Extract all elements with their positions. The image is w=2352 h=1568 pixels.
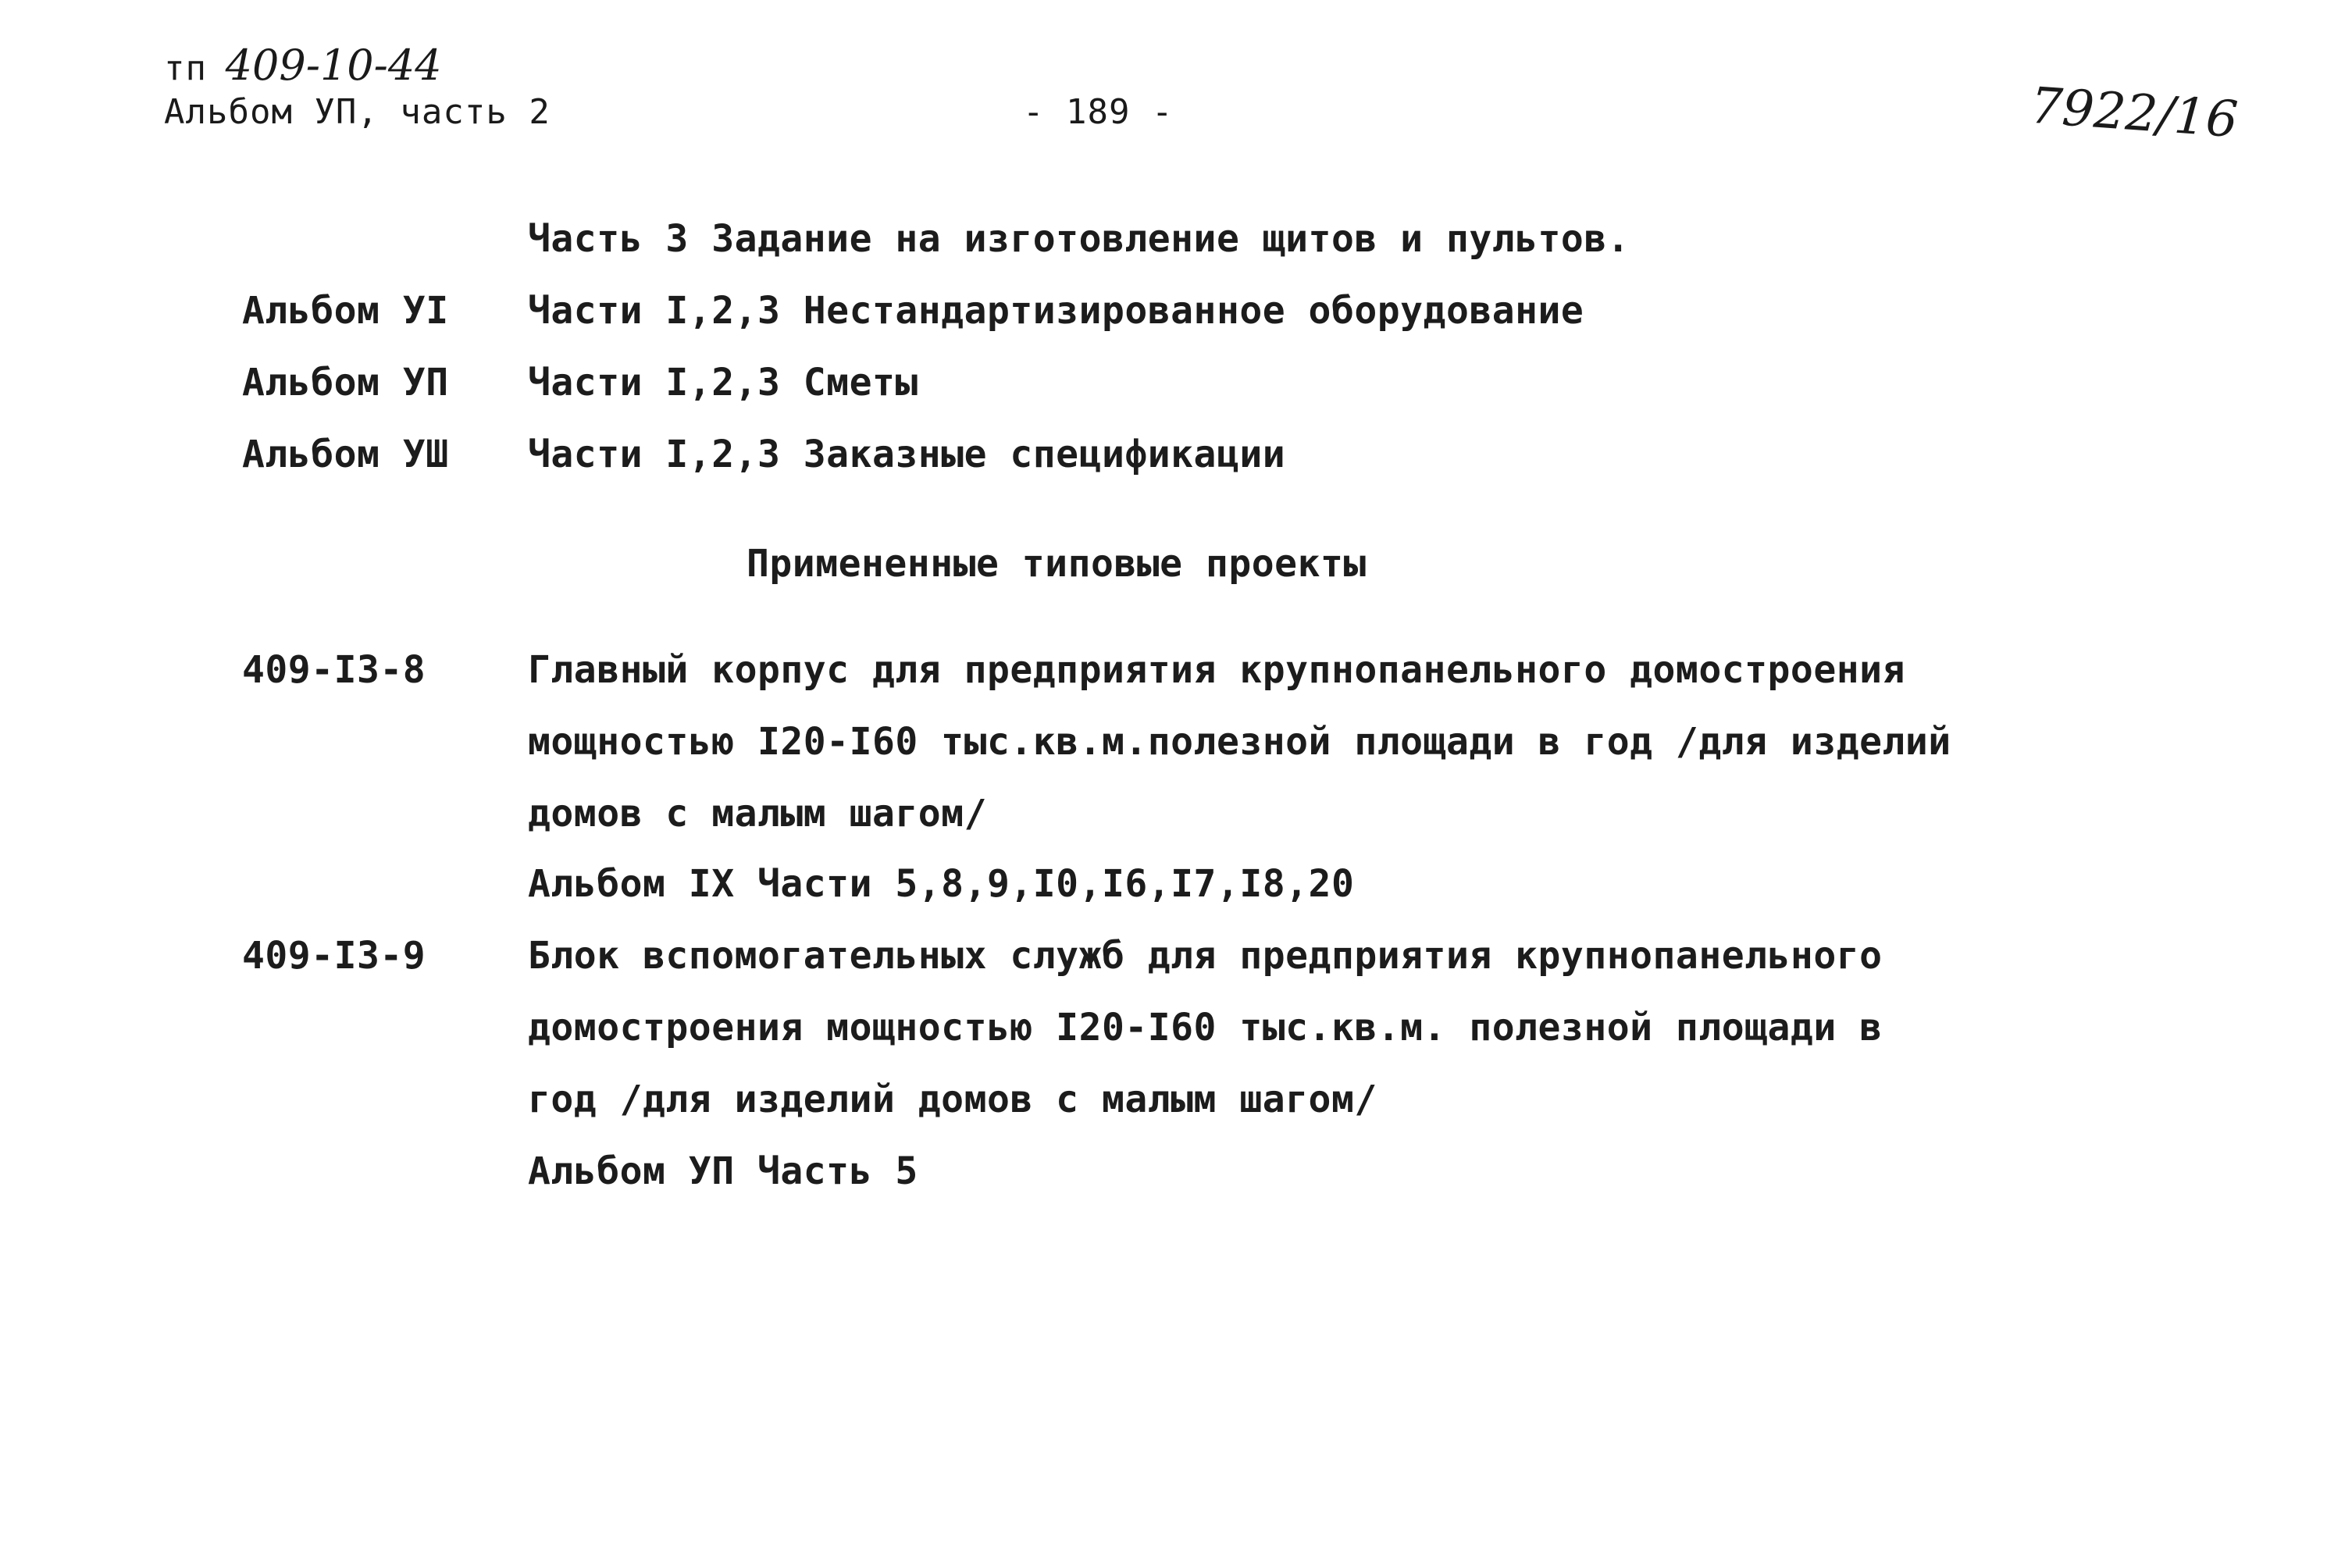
project-line: домов с малым шагом/ [528,792,987,836]
project-number: 409-10-44 [225,41,442,90]
project-code: 409-I3-9 [242,934,426,978]
project-code: 409-I3-8 [242,648,426,692]
page-number: - 189 - [1023,92,1174,132]
registration-number: 7922/16 [2028,77,2240,150]
album-label: Альбом УП [242,361,449,404]
album-part: Альбом УП, часть 2 [164,92,551,132]
project-designation [164,41,442,90]
list-item: Части I,2,3 Заказные спецификации [528,433,1286,476]
album-label: Альбом УШ [242,433,449,476]
project-line: Альбом УП Часть 5 [528,1149,918,1193]
project-line: домостроения мощностью I20-I60 тыс.кв.м. полезной площади в [528,1006,1883,1049]
project-line: Альбом IX Части 5,8,9,I0,I6,I7,I8,20 [528,862,1355,906]
list-item: Части I,2,3 Сметы [528,361,918,404]
section-title: Примененные типовые проекты [747,542,1367,586]
project-line: год /для изделий домов с малым шагом/ [528,1078,1377,1121]
project-line: мощностью I20-I60 тыс.кв.м.полезной площади в год /для изделий [528,720,1951,764]
list-item: Части I,2,3 Нестандартизированное оборудование [528,289,1584,333]
project-line: Главный корпус для предприятия крупнопанельного домостроения [528,648,1905,692]
project-prefix: тп [164,48,207,88]
project-line: Блок вспомогательных служб для предприятия крупнопанельного [528,934,1883,978]
list-item: Часть 3 Задание на изготовление щитов и пультов. [528,217,1630,261]
album-label: Альбом УI [242,289,449,333]
page-header [0,0,2352,156]
